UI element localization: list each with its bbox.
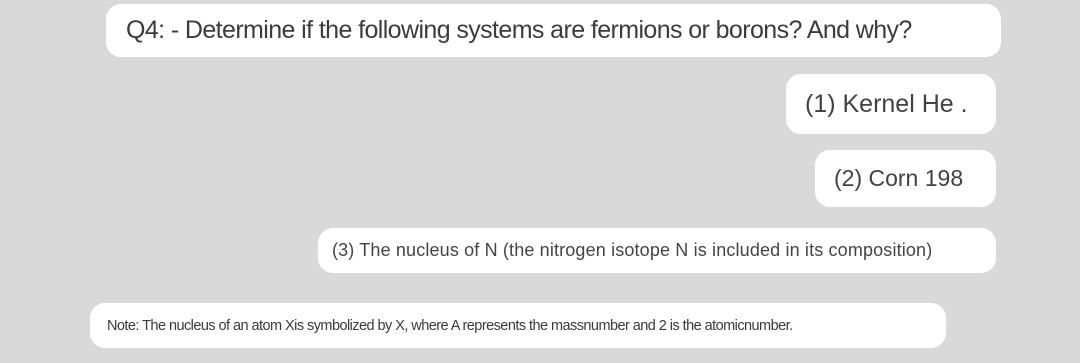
item-kernel-he-text: (1) Kernel He . xyxy=(805,89,968,118)
note-bubble[interactable] xyxy=(90,303,946,348)
item-corn-198-text: (2) Corn 198 xyxy=(834,165,964,191)
item-corn-198-bubble[interactable] xyxy=(815,150,996,207)
question-text: Q4: - Determine if the following systems are fermions or borons? And why? xyxy=(126,16,912,44)
note-text: Note: The nucleus of an atom Xis symbolized by X, where A represents the massnumber and 2 is the atomicnumber. xyxy=(107,317,793,334)
item-kernel-he-bubble[interactable] xyxy=(786,74,996,134)
item-nitrogen-bubble[interactable] xyxy=(318,228,996,273)
item-nitrogen-text: (3) The nucleus of N (the nitrogen isotope N is included in its composition) xyxy=(332,240,933,260)
question-bubble[interactable] xyxy=(106,4,1001,57)
